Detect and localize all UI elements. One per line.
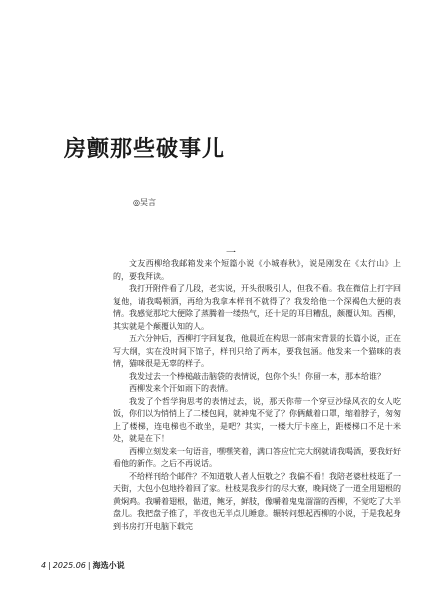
paragraph: 我发过去一个棒槌敲击脑袋的表情说，包你个头！你留一本，那本给谁？	[129, 371, 385, 381]
footer-divider: |	[48, 561, 51, 570]
byline: ◎吴言	[133, 198, 156, 207]
paragraph: 西柳立刻发来一句语音，嘿嘿笑着，满口答应忙完大纲就请我喝酒，要我好好看他的新作。之后不再说话。	[113, 446, 401, 468]
paragraph: 西柳发来个汗如雨下的表情。	[129, 384, 233, 393]
page-number: 4	[41, 561, 47, 570]
section-mark: 一	[226, 248, 236, 259]
paragraph: 不给样刊给个邮件？不知道敬人者人恒敬之？我偏不看！我陪老婆杜枝逛了一天街，大包小包地拎着回了家。杜枝晃我步行的尽大寮，晚间烧了一道全用翅根的黄焖鸡。我嚼着翅根，骷道，鲍牙，鲜肢，像嚼着鬼鬼溜溜的西柳，不觉吃了大半盘儿。我把盘子推了，半夜也无半点儿睡意。辗转问想起西柳的小说，于是我起身到书房打开电脑下载完	[113, 471, 401, 531]
issue-date: 2025.06	[52, 561, 86, 570]
footer-divider: |	[87, 561, 91, 570]
paragraph: 我发了个哲学狗思考的表情过去，说，那天你带一个穿豆沙绿风衣的女人吃饭，你们以为悄悄上了二楼包间，就神鬼不觉了？你俩戴着口罩，缩着脖子，匆匆上了楼梯，连电梯也不敢坐，是吧？其实，一楼大厅卡座上，距楼梯口不足十米处，就是在下！	[113, 396, 401, 443]
paragraph: 五六分钟后，西柳打字回复我，他晨近在构思一部南宋背景的长篇小说，正在写大纲，实在没时间下馆子，样刊只给了两本，要我包涵。他发来一个猫咪的表情，猫咪很是无辜的样子。	[113, 334, 401, 368]
page-footer	[41, 560, 125, 571]
paragraph: 我打开附件看了几段，老实说，开头很吸引人，但我不看。我在微信上打字回复他，请我喝顿酒，再给为我拿本样刊不就得了？我发给他一个深褐色大便的表情。我感觉那坨大便除了蒸腾着一缕热气，还十足的耳目糟乱，颇覆认知。西柳，其实就是个颠覆认知的人。	[113, 284, 401, 331]
magazine-name: 海选小说	[92, 561, 125, 570]
article-body	[113, 258, 401, 533]
paragraph: 文友西柳给我邮箱发来个短篇小说《小城春秋》，说是刚发在《太行山》上的，要我拜读。	[113, 259, 401, 281]
article-title: 房颤那些破事儿	[64, 137, 226, 162]
